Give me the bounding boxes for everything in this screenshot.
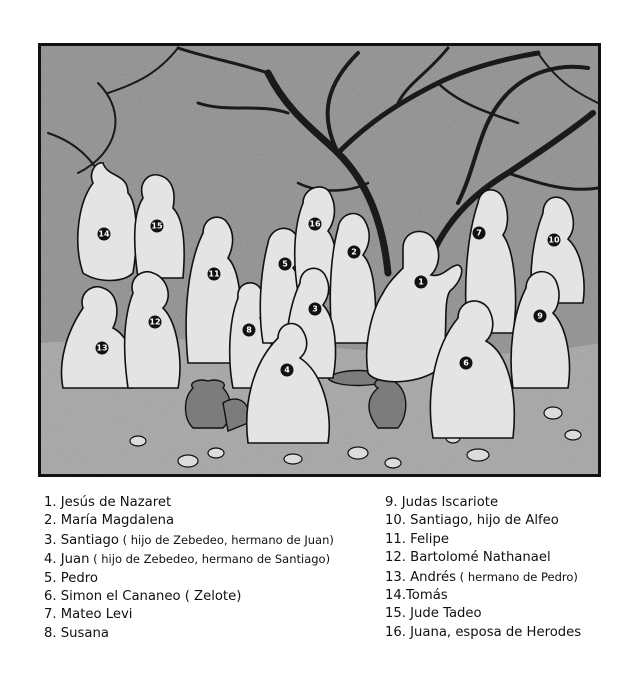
marker-7 bbox=[473, 227, 486, 240]
svg-text:9: 9 bbox=[537, 311, 543, 321]
marker-9 bbox=[534, 310, 547, 323]
legend-item-7: 7. Mateo Levi bbox=[44, 607, 133, 623]
illustration-frame bbox=[38, 43, 601, 477]
marker-1 bbox=[415, 276, 428, 289]
marker-8 bbox=[243, 324, 256, 337]
legend-item-10: 10. Santiago, hijo de Alfeo bbox=[385, 513, 559, 529]
figure-2 bbox=[330, 214, 375, 343]
marker-15 bbox=[151, 220, 164, 233]
svg-text:8: 8 bbox=[246, 325, 252, 335]
marker-2 bbox=[348, 246, 361, 259]
marker-13 bbox=[96, 342, 109, 355]
svg-text:1: 1 bbox=[418, 277, 424, 287]
svg-text:7: 7 bbox=[476, 228, 482, 238]
marker-6 bbox=[460, 357, 473, 370]
marker-14 bbox=[98, 228, 111, 241]
legend-item-12: 12. Bartolomé Nathanael bbox=[385, 550, 551, 566]
legend-item-3: 3. Santiago ( hijo de Zebedeo, hermano de Juan) bbox=[44, 532, 334, 548]
svg-text:11: 11 bbox=[208, 269, 220, 279]
marker-11 bbox=[208, 268, 221, 281]
legend-item-2: 2. María Magdalena bbox=[44, 513, 175, 529]
legend-item-16: 16. Juana, esposa de Herodes bbox=[385, 624, 582, 640]
marker-12 bbox=[149, 316, 162, 329]
marker-3 bbox=[309, 303, 322, 316]
legend-item-14: 14.Tomás bbox=[385, 588, 448, 604]
legend-item-13: 13. Andrés ( hermano de Pedro) bbox=[385, 569, 578, 585]
legend-right-column bbox=[385, 494, 581, 642]
svg-text:5: 5 bbox=[282, 259, 288, 269]
legend-item-11: 11. Felipe bbox=[385, 531, 449, 547]
svg-text:10: 10 bbox=[548, 235, 560, 245]
legend-item-9: 9. Judas Iscariote bbox=[385, 495, 499, 510]
svg-text:16: 16 bbox=[309, 219, 321, 229]
svg-text:12: 12 bbox=[149, 317, 161, 327]
svg-text:14: 14 bbox=[98, 229, 110, 239]
svg-text:3: 3 bbox=[312, 304, 318, 314]
marker-5 bbox=[279, 258, 292, 271]
marker-4 bbox=[281, 364, 294, 377]
marker-16 bbox=[309, 218, 322, 231]
svg-text:6: 6 bbox=[463, 358, 469, 368]
legend-item-1: 1. Jesús de Nazaret bbox=[44, 495, 172, 510]
svg-text:15: 15 bbox=[151, 221, 163, 231]
svg-text:4: 4 bbox=[284, 365, 290, 375]
legend-left-column bbox=[44, 494, 334, 643]
marker-10 bbox=[548, 234, 561, 247]
legend-item-8: 8. Susana bbox=[44, 625, 109, 641]
svg-text:2: 2 bbox=[351, 247, 357, 257]
legend-item-4: 4. Juan ( hijo de Zebedeo, hermano de Santiago) bbox=[44, 552, 331, 568]
scene-drawing bbox=[38, 43, 601, 477]
legend-item-15: 15. Jude Tadeo bbox=[385, 606, 482, 622]
legend-item-6: 6. Simon el Cananeo ( Zelote) bbox=[44, 589, 242, 605]
svg-text:13: 13 bbox=[96, 343, 108, 353]
legend-item-5: 5. Pedro bbox=[44, 570, 98, 586]
